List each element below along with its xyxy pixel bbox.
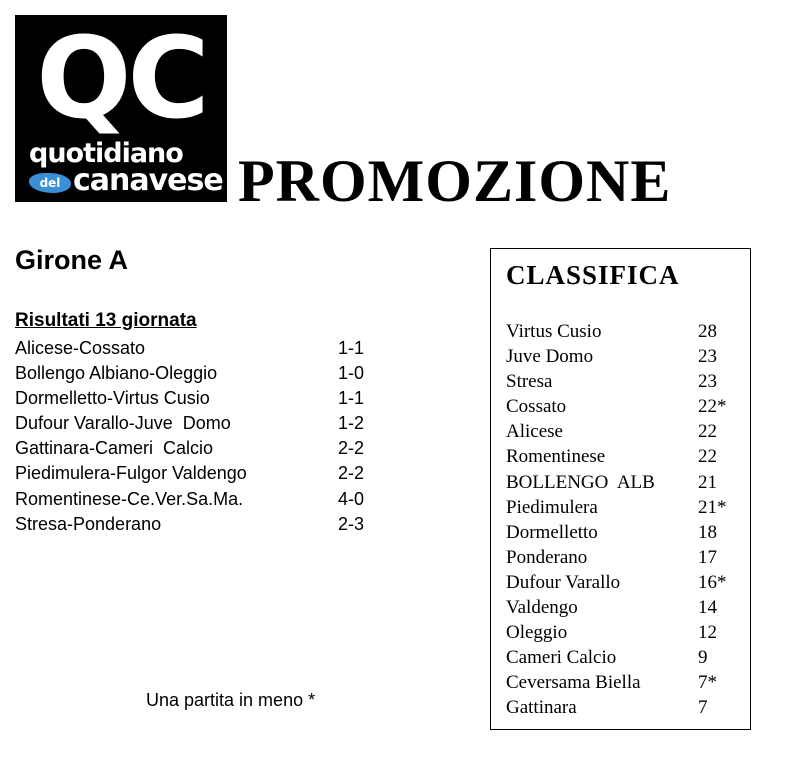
standings-row <box>506 444 727 469</box>
logo-qc: QC <box>36 14 206 144</box>
logo-quotidiano: quotidiano <box>29 138 183 169</box>
team-points: 18 <box>698 521 717 543</box>
team-name: Gattinara <box>506 697 577 719</box>
team-points: 16* <box>698 571 727 593</box>
team-name: Romentinese <box>506 446 606 468</box>
standings-row <box>506 344 727 369</box>
standings-row <box>506 645 727 670</box>
result-row <box>15 336 375 361</box>
match-name: Dufour Varallo-Juve Domo <box>15 413 231 434</box>
standings-row <box>506 595 727 620</box>
standings-list <box>506 319 727 721</box>
standings-row <box>506 319 727 344</box>
match-name: Dormelletto-Virtus Cusio <box>15 388 210 409</box>
team-name: Juve Domo <box>506 346 594 368</box>
result-row <box>15 487 375 512</box>
team-points: 23 <box>698 371 717 393</box>
team-points: 17 <box>698 546 717 568</box>
team-name: Dufour Varallo <box>506 571 621 593</box>
team-name: Dormelletto <box>506 521 598 543</box>
standings-box <box>490 248 751 730</box>
team-name: Virtus Cusio <box>506 321 602 342</box>
match-name: Gattinara-Cameri Calcio <box>15 438 214 459</box>
match-name: Piedimulera-Fulgor Valdengo <box>15 463 247 484</box>
team-name: Oleggio <box>506 622 568 644</box>
result-row <box>15 411 375 436</box>
standings-row <box>506 394 727 419</box>
standings-row <box>506 495 727 520</box>
results-list <box>15 336 375 537</box>
match-score: 1-2 <box>338 413 365 434</box>
standings-row <box>506 369 727 394</box>
standings-title: CLASSIFICA <box>506 260 680 290</box>
quotidiano-canavese-logo <box>15 15 227 202</box>
team-name: BOLLENGO ALB <box>506 471 655 493</box>
standings-row <box>506 545 727 570</box>
team-name: Valdengo <box>506 597 578 619</box>
team-points: 28 <box>698 321 717 342</box>
standings-row <box>506 520 727 545</box>
results-heading: Risultati 13 giornata <box>15 310 197 331</box>
logo-canavese: canavese <box>73 163 223 198</box>
match-name: Romentinese-Ce.Ver.Sa.Ma. <box>15 488 244 509</box>
standings-row <box>506 570 727 595</box>
match-score: 4-0 <box>338 488 365 509</box>
team-points: 21* <box>698 496 727 518</box>
team-name: Ceversama Biella <box>506 672 641 694</box>
result-row <box>15 461 375 486</box>
team-name: Cameri Calcio <box>506 647 617 669</box>
match-score: 2-3 <box>338 513 365 534</box>
standings-row <box>506 419 727 444</box>
team-name: Cossato <box>506 396 567 418</box>
result-row <box>15 386 375 411</box>
team-name: Ponderano <box>506 546 588 568</box>
logo-del-map-icon: del <box>29 173 71 193</box>
match-score: 1-1 <box>338 338 365 358</box>
team-points: 9 <box>698 647 708 669</box>
standings-row <box>506 620 727 645</box>
team-points: 7* <box>698 672 717 694</box>
match-name: Bollengo Albiano-Oleggio <box>15 363 218 384</box>
team-name: Stresa <box>506 371 553 393</box>
page-title: PROMOZIONE <box>238 148 672 214</box>
team-points: 14 <box>698 597 717 619</box>
match-score: 1-1 <box>338 388 365 409</box>
result-row <box>15 436 375 461</box>
result-row <box>15 512 375 537</box>
match-score: 2-2 <box>338 438 365 459</box>
team-points: 22 <box>698 446 717 468</box>
team-points: 22 <box>698 421 717 443</box>
team-points: 21 <box>698 471 717 493</box>
match-name: Alicese-Cossato <box>15 338 146 358</box>
team-points: 23 <box>698 346 717 368</box>
match-score: 1-0 <box>338 363 365 384</box>
team-points: 7 <box>698 697 708 719</box>
team-points: 12 <box>698 622 717 644</box>
group-heading: Girone A <box>15 245 129 275</box>
team-name: Piedimulera <box>506 496 598 518</box>
footnote: Una partita in meno * <box>146 690 316 710</box>
match-score: 2-2 <box>338 463 365 484</box>
standings-row <box>506 695 727 720</box>
team-name: Alicese <box>506 421 563 443</box>
team-points: 22* <box>698 396 727 418</box>
standings-row <box>506 470 727 495</box>
match-name: Stresa-Ponderano <box>15 513 162 534</box>
result-row <box>15 361 375 386</box>
standings-row <box>506 670 727 695</box>
